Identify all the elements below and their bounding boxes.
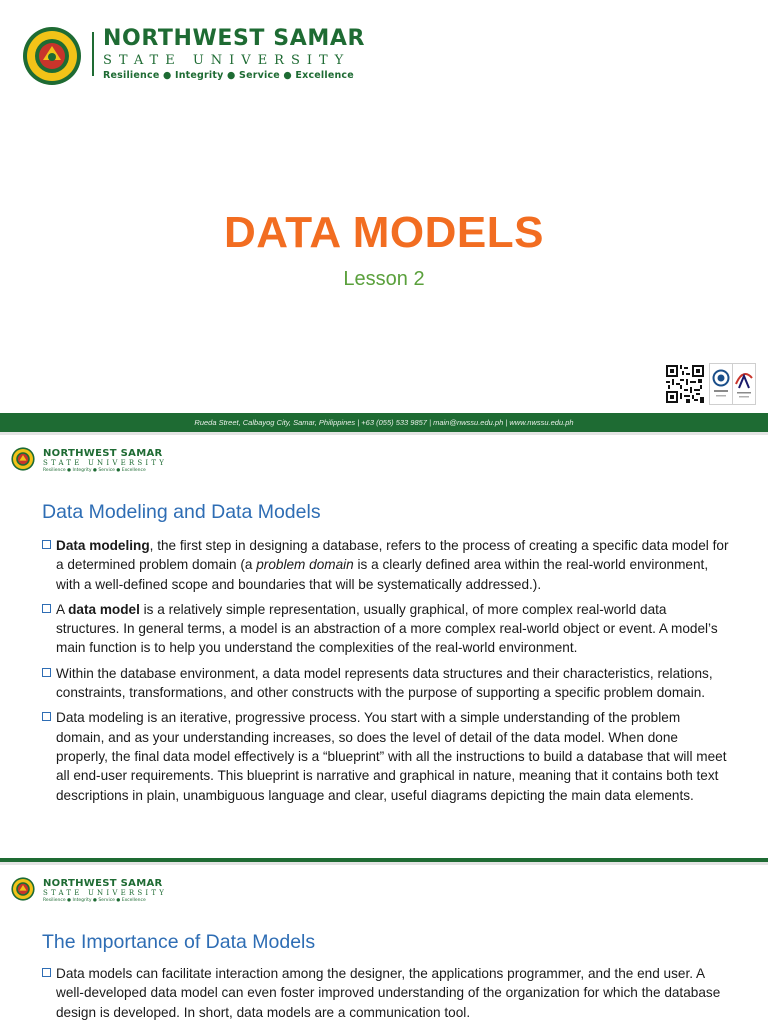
list-item-text: A [56,601,69,617]
footer-contact-bar: Rueda Street, Calbayog City, Samar, Philippines | +63 (055) 533 9857 | main@nwssu.edu.ph | www.nwssu.edu.ph [0,413,768,432]
slide-bottom-rule [0,858,768,862]
slide-title: DATA MODELS [224,208,544,257]
iso-certification-badge [709,363,733,405]
list-item-text: Within the database environment, a data model represents data structures and their characteristics, relations, constraints, transformations, and other constructs with the purpose of supporting a specific problem domain. [56,665,713,701]
header-divider [92,32,94,76]
checkbox-bullet-icon [42,604,51,613]
bullet-list [42,536,732,811]
bullet-list [42,964,732,1028]
university-seal-icon [11,877,35,901]
university-wordmark [103,27,365,83]
university-seal-icon [22,26,82,86]
list-item [42,964,732,1022]
section-heading: Data Modeling and Data Models [42,501,321,523]
university-name-line1: NORTHWEST SAMAR [43,448,163,459]
section-heading: The Importance of Data Models [42,931,316,953]
accreditation-badge [732,363,756,405]
university-motto: Resilience ● Integrity ● Service ● Excellence [43,898,146,903]
checkbox-bullet-icon [42,968,51,977]
checkbox-bullet-icon [42,540,51,549]
list-item-text: is a relatively simple representation, usually graphical, of more complex real-world data structures. In general terms, a model is an abstraction of a more complex real-world object or event. A model’s main function is to help you understand the complexities of the real-world environment. [56,601,718,656]
accreditation-seal-icon [733,364,755,404]
list-item [42,536,732,594]
university-motto: Resilience ● Integrity ● Service ● Excellence [103,70,354,81]
qr-code-icon [666,365,704,403]
checkbox-bullet-icon [42,712,51,721]
university-name-line2: STATE UNIVERSITY [43,889,168,897]
list-item-text: Data modeling is an iterative, progressive process. You start with a simple understanding of the problem domain, and as your understanding increases, so does the level of detail of the data model. When done properly, the final data model effectively is a “blueprint” with all the instructions to build a database that will meet all end-user requirements. This blueprint is narrative and graphical in nature, meaning that it contains both text descriptions in plain, unambiguous language and clear, useful diagrams depicting the main data elements. [56,710,727,803]
list-item-text: Data models can facilitate interaction among the designer, the applications programmer, and the end user. A well-developed data model can even foster improved understanding of the organization for which the database design is developed. In short, data models are a communication tool. [56,966,721,1020]
italic-term: problem domain [256,557,354,573]
list-item-text: , the first step in designing a database, refers to the process of creating a specific data model for a determined problem domain (a [56,538,729,573]
university-motto: Resilience ● Integrity ● Service ● Excellence [43,468,146,473]
checkbox-bullet-icon [42,668,51,677]
list-item [42,664,732,703]
university-name-line1: NORTHWEST SAMAR [103,26,366,51]
university-wordmark [43,448,167,474]
university-seal-icon [11,447,35,471]
university-name-line1: NORTHWEST SAMAR [43,878,163,889]
bold-term: data model [68,601,140,617]
content-slide [0,435,768,862]
list-item-text: is a clearly defined area within the real-world environment, with a well-defined scope and boundaries that will be systematically addressed.). [56,557,709,592]
bold-term: Data modeling [56,538,150,553]
slide-subtitle: Lesson 2 [343,268,425,290]
university-name-line2: STATE UNIVERSITY [43,459,168,467]
iso-seal-icon [710,364,732,404]
list-item [42,708,732,804]
university-name-line2: STATE UNIVERSITY [103,53,351,68]
list-item [42,600,732,658]
content-slide [0,865,768,1030]
title-slide [0,0,768,432]
university-wordmark [43,878,167,904]
